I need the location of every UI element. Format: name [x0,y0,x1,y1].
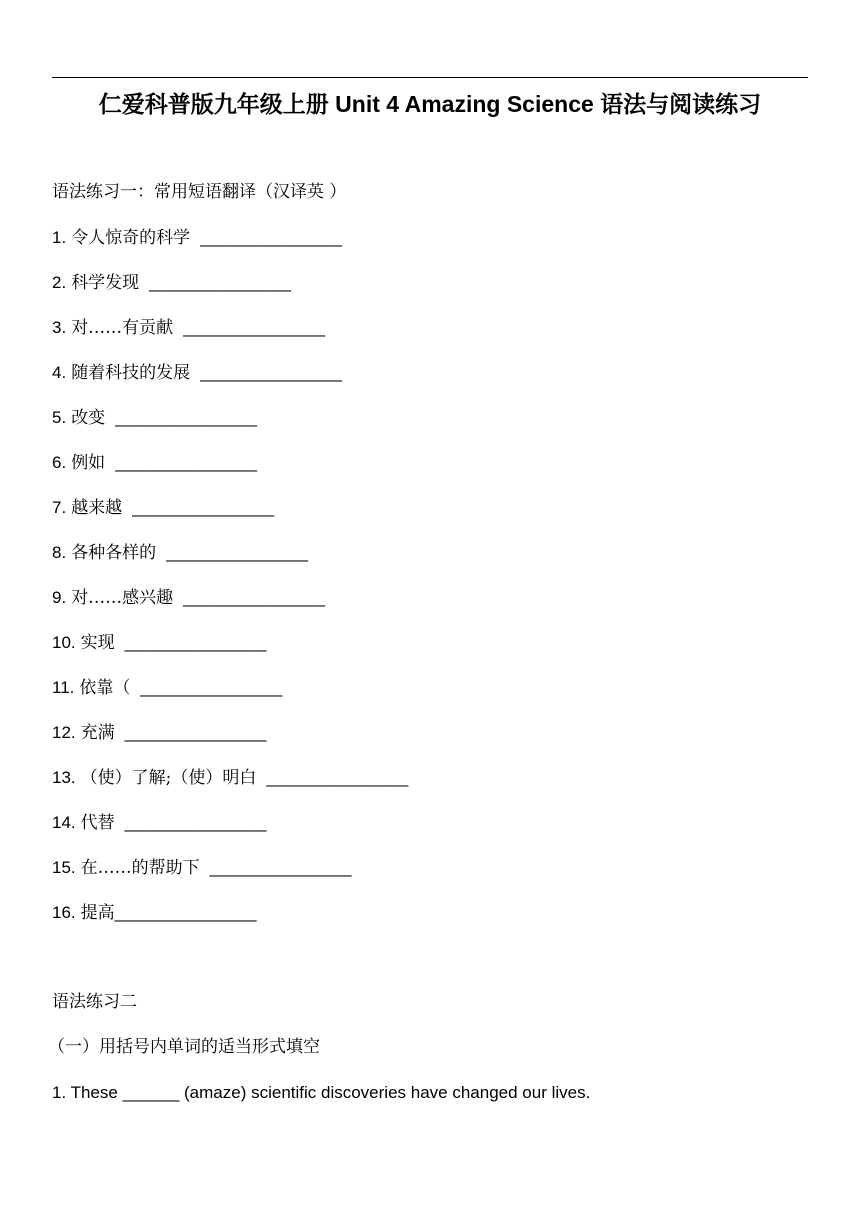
phrase-item-text: 科学发现 [71,273,140,293]
phrase-item-number: 13. [52,768,76,787]
phrase-item-text: （使）了解;（使）明白 [80,768,257,788]
phrase-item-number: 4. [52,363,67,382]
phrase-item-text: 各种各样的 [71,543,157,563]
header-rule [52,77,808,78]
phrase-item [52,317,325,339]
answer-blank[interactable]: _______________ [183,318,326,337]
phrase-item [52,902,256,924]
phrase-item-text: 令人惊奇的科学 [71,228,191,248]
answer-blank[interactable]: _______________ [124,633,267,652]
phrase-item-number: 16. [52,903,76,922]
phrase-item-text: 充满 [80,723,115,743]
phrase-item-number: 6. [52,453,67,472]
exercise-two-item-1: 1. These ______ (amaze) scientific discoveries have changed our lives. [52,1083,591,1102]
exercise-one-heading: 语法练习一：常用短语翻译（汉译英 ） [52,182,347,202]
phrase-item [52,497,274,519]
phrase-item-text: 随着科技的发展 [71,363,191,383]
phrase-item-number: 3. [52,318,67,337]
answer-blank[interactable]: _______________ [132,498,275,517]
answer-blank[interactable]: _______________ [115,408,258,427]
exercise-two-heading: 语法练习二 [52,992,137,1012]
phrase-item [52,587,325,609]
phrase-item [52,812,266,834]
phrase-item-number: 5. [52,408,67,427]
phrase-item [52,857,351,879]
phrase-item-text: 实现 [80,633,115,653]
answer-blank[interactable]: _______________ [140,678,283,697]
phrase-item-number: 8. [52,543,67,562]
phrase-item-text: 对……有贡献 [71,318,174,338]
answer-blank[interactable]: _______________ [200,363,343,382]
answer-blank[interactable]: _______________ [124,813,267,832]
phrase-item [52,542,308,564]
answer-blank[interactable]: _______________ [200,228,343,247]
phrase-item-text: 例如 [71,453,106,473]
answer-blank[interactable]: _______________ [209,858,352,877]
answer-blank[interactable]: _______________ [149,273,292,292]
phrase-item-text: 在……的帮助下 [80,858,200,878]
phrase-item [52,722,266,744]
answer-blank[interactable]: _______________ [115,453,258,472]
phrase-item [52,677,282,699]
phrase-item-number: 14. [52,813,76,832]
answer-blank[interactable]: _______________ [183,588,326,607]
phrase-item-number: 1. [52,228,67,247]
phrase-item-text: 越来越 [71,498,123,518]
phrase-item-number: 2. [52,273,67,292]
phrase-item [52,272,291,294]
phrase-item-text: 提高 [80,903,115,923]
answer-blank[interactable]: _______________ [266,768,409,787]
phrase-item-number: 12. [52,723,76,742]
document-title: 仁爱科普版九年级上册 Unit 4 Amazing Science 语法与阅读练习 [98,91,762,117]
phrase-item-number: 11. [52,678,75,697]
phrase-item-text: 依靠（ [79,678,131,698]
phrase-item [52,362,342,384]
phrase-item-number: 7. [52,498,67,517]
answer-blank[interactable]: _______________ [124,723,267,742]
phrase-item [52,767,408,789]
phrase-item [52,227,342,249]
phrase-item-text: 对……感兴趣 [71,588,174,608]
phrase-item-text: 代替 [80,813,115,833]
phrase-item-text: 改变 [71,408,106,428]
phrase-item-number: 15. [52,858,76,877]
phrase-item-number: 9. [52,588,67,607]
phrase-item [52,452,257,474]
phrase-item-number: 10. [52,633,76,652]
answer-blank[interactable]: _______________ [166,543,309,562]
exercise-two-subheading: （一）用括号内单词的适当形式填空 [48,1037,320,1057]
phrase-item [52,407,257,429]
phrase-item [52,632,266,654]
answer-blank[interactable]: _______________ [114,903,257,922]
